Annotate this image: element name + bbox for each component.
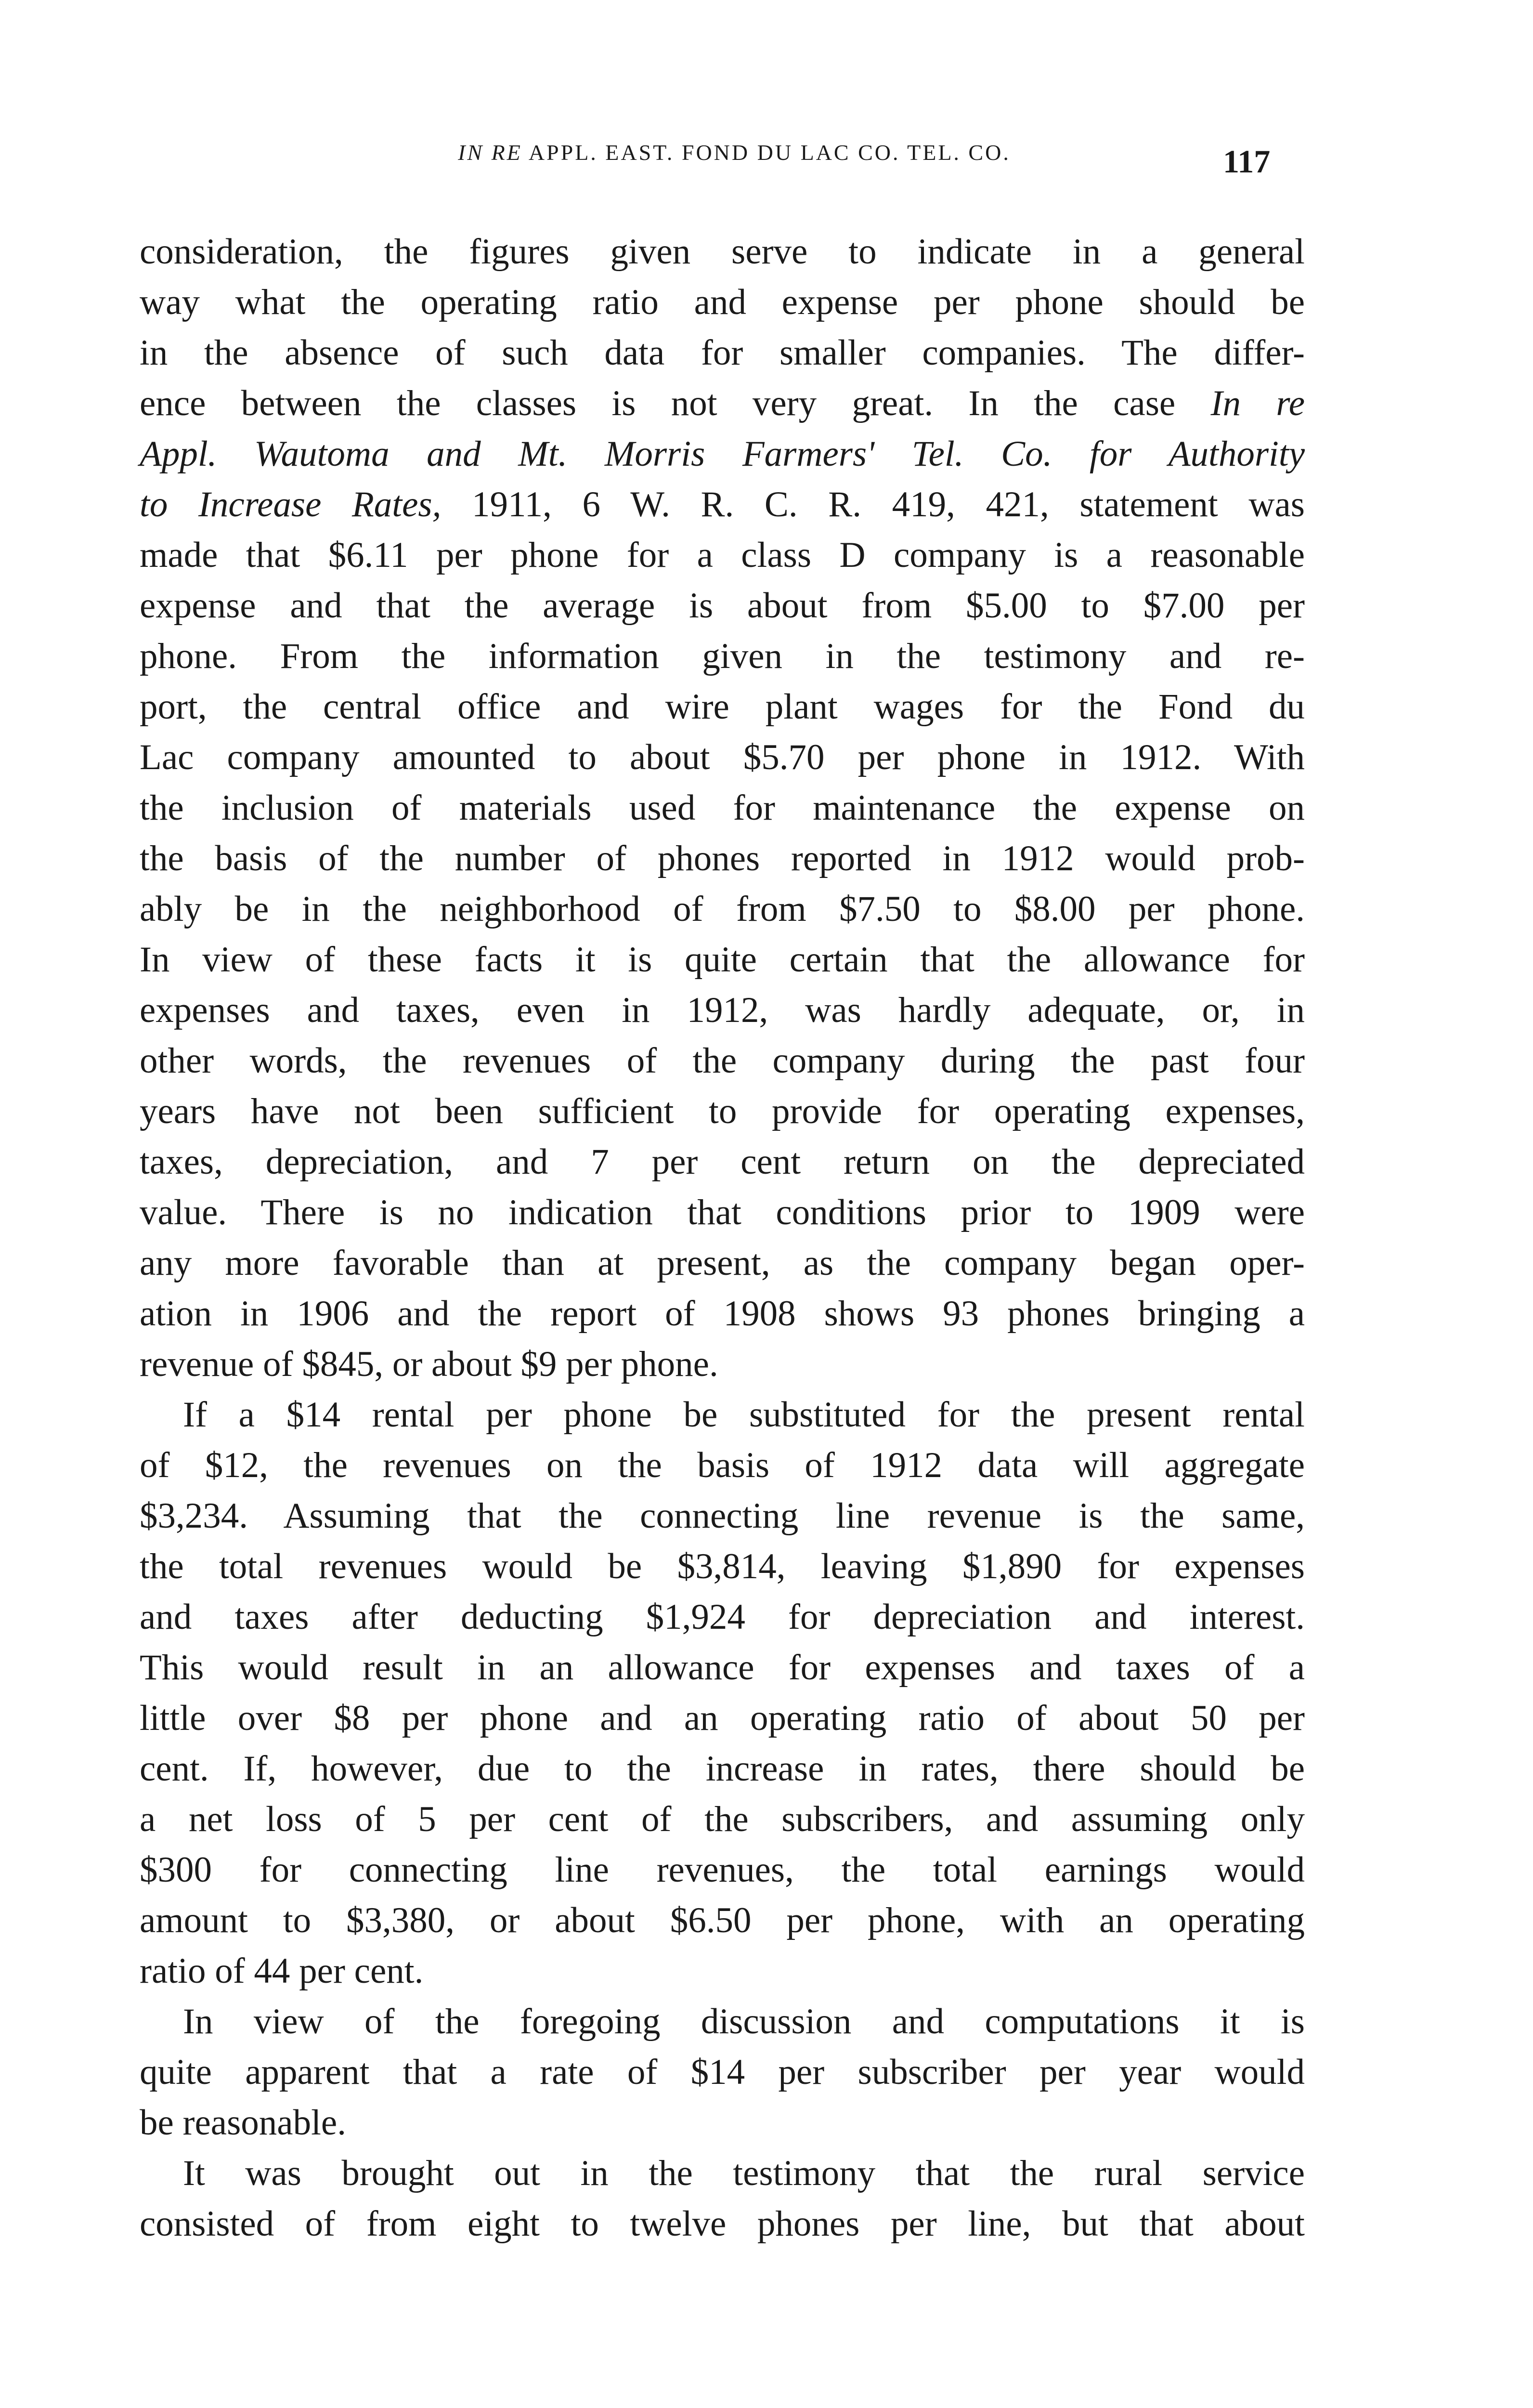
- running-head-italic: IN RE: [458, 140, 522, 165]
- case-name-italic: Appl. Wautoma and Mt. Morris Farmers' Tel. Co. for Authority: [140, 434, 1305, 474]
- text-line: expenses and taxes, even in 1912, was hardly adequate, or, in: [140, 990, 1305, 1030]
- text-line: the basis of the number of phones reported in 1912 would prob-: [140, 838, 1305, 878]
- text-line: If a $14 rental per phone be substituted for the present rental: [183, 1395, 1305, 1435]
- text-line: revenue of $845, or about $9 per phone.: [140, 1344, 718, 1384]
- text-line: the inclusion of materials used for maintenance the expense on: [140, 788, 1305, 828]
- text-line: made that $6.11 per phone for a class D company is a reasonable: [140, 535, 1305, 575]
- text-line: phone. From the information given in the testimony and re-: [140, 636, 1305, 676]
- text-line: port, the central office and wire plant wages for the Fond du: [140, 687, 1305, 727]
- text-line: Lac company amounted to about $5.70 per phone in 1912. With: [140, 737, 1305, 777]
- text-line: $300 for connecting line revenues, the total earnings would: [140, 1850, 1305, 1890]
- paragraph-1: [140, 226, 1305, 1389]
- text-line-italic: [140, 429, 1305, 479]
- text-line: the total revenues would be $3,814, leaving $1,890 for expenses: [140, 1546, 1305, 1586]
- text-line-with-italic: [140, 378, 1305, 429]
- text-line: In view of the foregoing discussion and computations it is: [183, 2002, 1305, 2042]
- text-line: any more favorable than at present, as the company began oper-: [140, 1243, 1305, 1283]
- text-line: way what the operating ratio and expense per phone should be: [140, 282, 1305, 322]
- text-line: It was brought out in the testimony that the rural service: [183, 2153, 1305, 2193]
- running-head-text: APPL. EAST. FOND DU LAC CO. TEL. CO.: [528, 140, 1011, 165]
- text-line: ratio of 44 per cent.: [140, 1951, 424, 1991]
- text-line: other words, the revenues of the company during the past four: [140, 1041, 1305, 1081]
- text-line: be reasonable.: [140, 2103, 346, 2143]
- case-name-italic: to Increase Rates,: [140, 484, 442, 524]
- text-line-with-italic: [140, 479, 1305, 530]
- running-head: [313, 140, 1156, 165]
- text-line: consideration, the figures given serve to indicate in a general: [140, 232, 1305, 272]
- text-line: and taxes after deducting $1,924 for depreciation and interest.: [140, 1597, 1305, 1637]
- text-line: consisted of from eight to twelve phones per line, but that about: [140, 2204, 1305, 2244]
- paragraph-4: [140, 2148, 1305, 2249]
- text-line: In view of these facts it is quite certain that the allowance for: [140, 940, 1305, 980]
- paragraph-3: [140, 1996, 1305, 2148]
- text-line: in the absence of such data for smaller companies. The differ-: [140, 333, 1305, 373]
- text-segment: 1911, 6 W. R. C. R. 419, 421, statement was: [441, 484, 1305, 524]
- text-line: a net loss of 5 per cent of the subscribers, and assuming only: [140, 1799, 1305, 1839]
- text-line: taxes, depreciation, and 7 per cent return on the depreciated: [140, 1142, 1305, 1182]
- body-text: [140, 226, 1305, 2249]
- text-line: $3,234. Assuming that the connecting line revenue is the same,: [140, 1496, 1305, 1536]
- text-line: ably be in the neighborhood of from $7.50 to $8.00 per phone.: [140, 889, 1305, 929]
- text-segment: ence between the classes is not very great. In the case: [140, 383, 1176, 423]
- text-line: value. There is no indication that conditions prior to 1909 were: [140, 1192, 1305, 1232]
- page-number: 117: [1223, 143, 1271, 180]
- text-line: expense and that the average is about from $5.00 to $7.00 per: [140, 586, 1305, 626]
- text-line: ation in 1906 and the report of 1908 shows 93 phones bringing a: [140, 1294, 1305, 1334]
- paragraph-2: [140, 1389, 1305, 1996]
- text-line: amount to $3,380, or about $6.50 per phone, with an operating: [140, 1900, 1305, 1940]
- text-line: years have not been sufficient to provide for operating expenses,: [140, 1091, 1305, 1131]
- case-name-italic: In re: [1210, 383, 1305, 423]
- text-line: little over $8 per phone and an operating ratio of about 50 per: [140, 1698, 1305, 1738]
- text-line: cent. If, however, due to the increase in rates, there should be: [140, 1749, 1305, 1789]
- text-line: quite apparent that a rate of $14 per subscriber per year would: [140, 2052, 1305, 2092]
- text-line: This would result in an allowance for expenses and taxes of a: [140, 1648, 1305, 1688]
- text-line: of $12, the revenues on the basis of 1912 data will aggregate: [140, 1445, 1305, 1485]
